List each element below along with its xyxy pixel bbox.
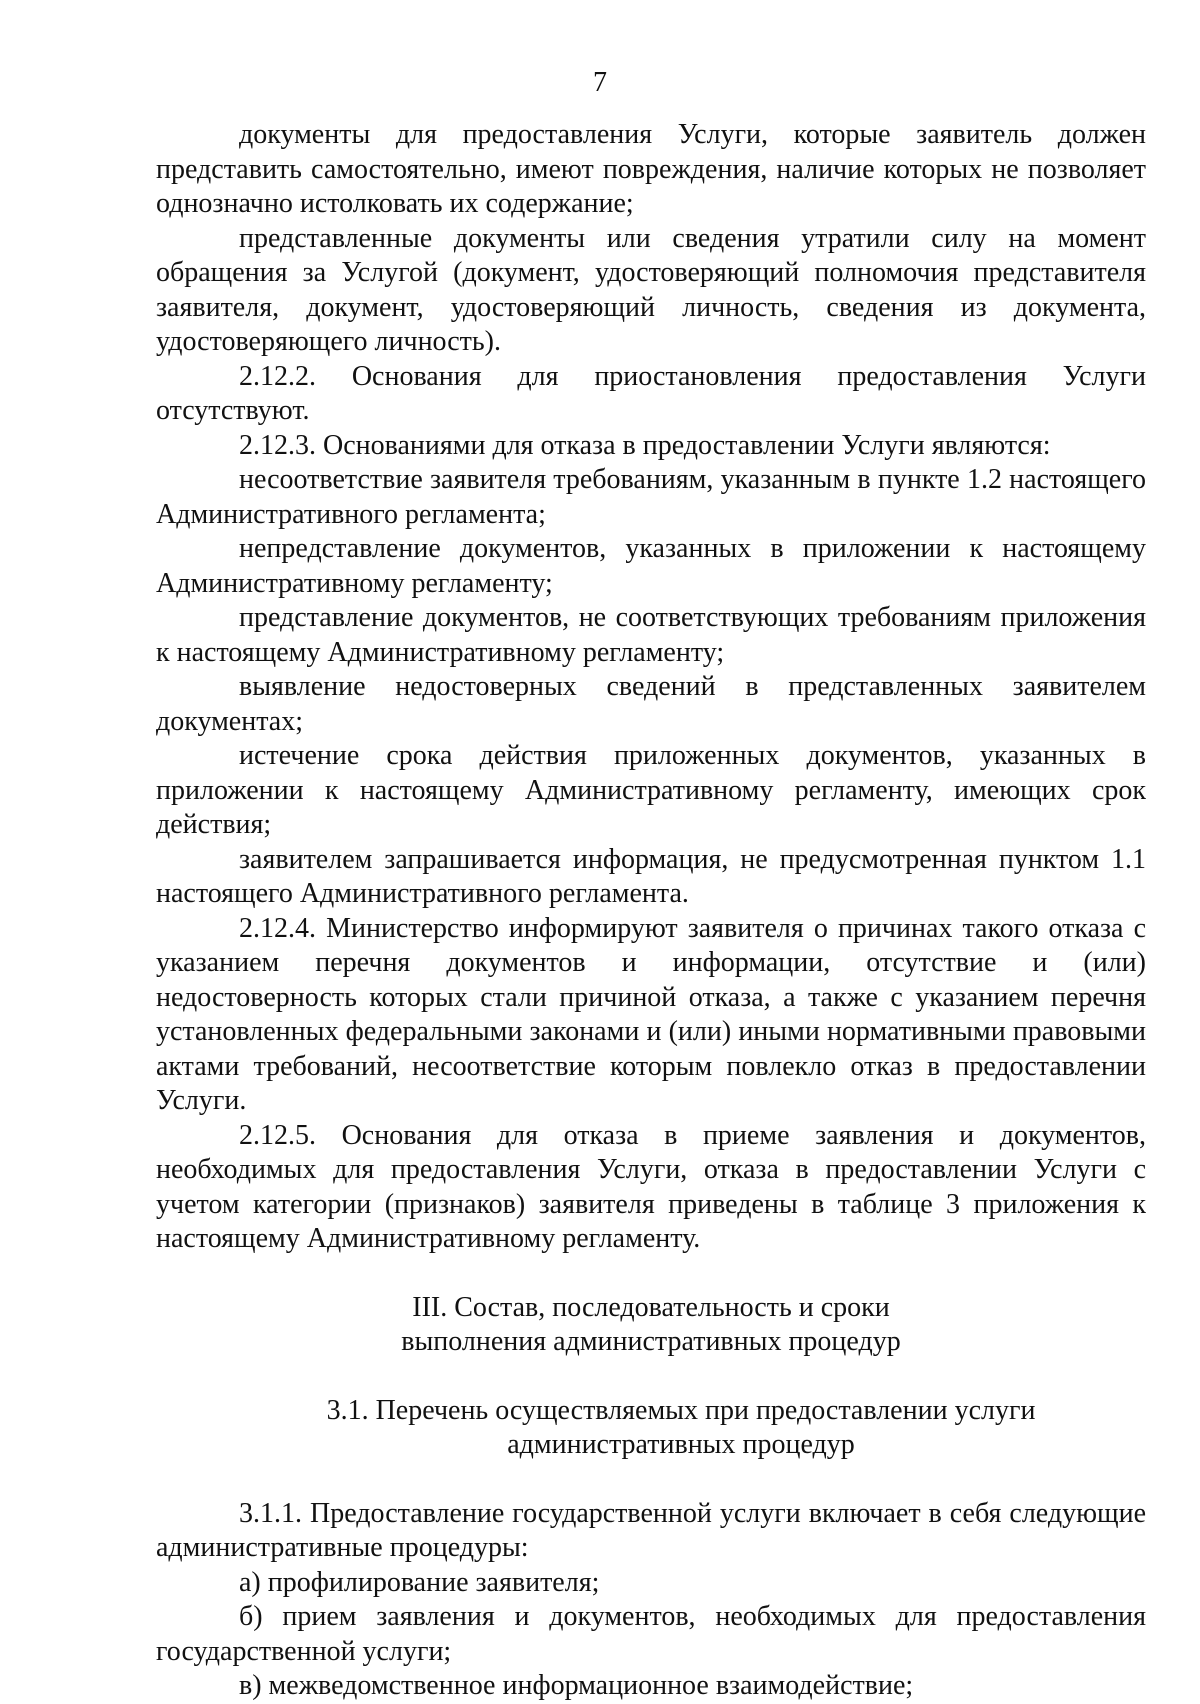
section-heading xyxy=(156,1291,1146,1360)
page-number: 7 xyxy=(593,67,607,98)
paragraph: 2.12.2. Основания для приостановления предоставления Услуги отсутствуют. xyxy=(156,360,1146,426)
paragraph: представленные документы или сведения утратили силу на момент обращения за Услугой (документ, удостоверяющий полномочия представителя заявителя, документ, удостоверяющий личность, сведения из документа, удостоверяющего личность). xyxy=(156,222,1146,357)
paragraph: представление документов, не соответствующих требованиям приложения к настоящему Административному регламенту; xyxy=(156,602,1146,668)
paragraph: заявителем запрашивается информация, не предусмотренная пунктом 1.1 настоящего Административного регламента. xyxy=(156,843,1146,909)
paragraph: 2.12.4. Министерство информируют заявителя о причинах такого отказа с указанием перечня документов и информации, отсутствие и (или) недостоверность которых стали причиной отказа, а также с указанием перечня установленных федеральными законами и (или) иными нормативными правовыми актами требований, несоответствие которым повлекло отказ в предоставлении Услуги. xyxy=(156,912,1146,1116)
document-body xyxy=(156,118,1146,1704)
paragraph: несоответствие заявителя требованиям, указанным в пункте 1.2 настоящего Административного регламента; xyxy=(156,464,1146,530)
subsection-heading-text: 3.1. Перечень осуществляемых при предоставлении услуги административных процедур xyxy=(326,1394,1036,1460)
paragraph: непредставление документов, указанных в приложении к настоящему Административному регламенту; xyxy=(156,533,1146,599)
paragraph: выявление недостоверных сведений в представленных заявителем документах; xyxy=(156,671,1146,737)
list-item: а) профилирование заявителя; xyxy=(239,1566,600,1598)
list-item: в) межведомственное информационное взаимодействие; xyxy=(239,1670,914,1701)
section-heading-line: III. Состав, последовательность и сроки xyxy=(412,1291,890,1323)
paragraph: истечение срока действия приложенных документов, указанных в приложении к настоящему Административному регламенту, имеющих срок действия; xyxy=(156,740,1146,840)
paragraph: 2.12.5. Основания для отказа в приеме заявления и документов, необходимых для предоставления Услуги, отказа в предоставлении Услуги с учетом категории (признаков) заявителя приведены в таблице 3 приложения к настоящему Административному регламенту. xyxy=(156,1119,1146,1254)
subsection-heading xyxy=(156,1394,1146,1463)
section-heading-line: выполнения административных процедур xyxy=(401,1326,901,1357)
paragraph: 3.1.1. Предоставление государственной услуги включает в себя следующие административные процедуры: xyxy=(156,1497,1146,1563)
list-item: б) прием заявления и документов, необходимых для предоставления государственной услуги; xyxy=(156,1601,1146,1667)
paragraph: документы для предоставления Услуги, которые заявитель должен представить самостоятельно, имеют повреждения, наличие которых не позволяет однозначно истолковать их содержание; xyxy=(156,119,1146,219)
paragraph: 2.12.3. Основаниями для отказа в предоставлении Услуги являются: xyxy=(239,429,1051,461)
